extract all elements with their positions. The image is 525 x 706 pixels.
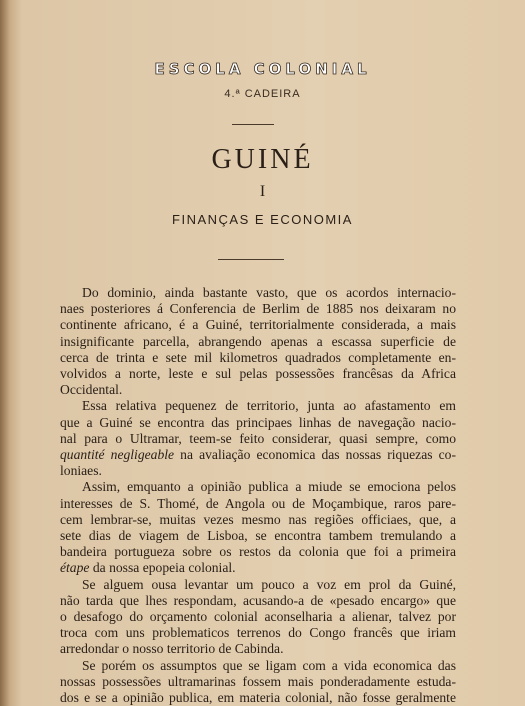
text-line: continente africano, é a Guiné, territorialmente considerada, a mais [60, 317, 456, 333]
text-line: sete dias de viagem de Lisboa, se encontra tambem tremulando a [60, 528, 456, 544]
text-line: não tarda que lhes respondam, acusando-a de «pesado encargo» que [60, 592, 456, 608]
section-number: I [259, 183, 266, 200]
text-line: volvidos a norte, leste e sul pelas possessões francêsas da Africa [60, 366, 456, 382]
section-subtitle: FINANÇAS E ECONOMIA [172, 212, 353, 227]
body-text [60, 285, 456, 706]
text-line: cem lembrar-se, muitas vezes mesmo nas regiões officiaes, que, a [60, 511, 456, 527]
text-line: Se alguem ousa levantar um pouco a voz em prol da Guiné, [82, 576, 456, 592]
text-line: troca com uns problematicos terrenos do Congo francês que iriam [60, 625, 456, 641]
text-line: o desafogo do orçamento colonial aconselharia a alienar, talvez por [60, 609, 456, 625]
text-line [60, 560, 456, 576]
divider-bottom [218, 259, 284, 260]
chair-label: 4.ª CADEIRA [224, 88, 301, 100]
page-title: GUINÉ [211, 144, 314, 175]
text-line: bandeira portugueza sobre os restos da colonia que foi a primeira [60, 544, 456, 560]
text-line: nossas possessões ultramarinas fossem mais ponderadamente estuda- [60, 673, 456, 689]
text-line: arredondar o nosso territorio de Cabinda. [60, 641, 284, 657]
italic-word: étape [60, 560, 90, 576]
text-line: Assim, emquanto a opinião publica a miude se emociona pelos [82, 479, 456, 495]
text-line: loniaes. [60, 463, 102, 479]
text-fragment: na avaliação economica das nossas riquezas co- [180, 447, 456, 463]
text-line: nal para o Ultramar, teem-se feito considerar, quasi sempre, como [60, 430, 456, 446]
text-line: Occidental. [60, 382, 123, 398]
text-line: que a Guiné se encontra das principaes linhas de navegação nacio- [60, 414, 456, 430]
text-line: insignificante parcella, abrangendo apenas a escassa superficie de [60, 333, 456, 349]
text-line: Essa relativa pequenez de territorio, junta ao afastamento em [82, 398, 456, 414]
divider-top [232, 124, 274, 125]
text-line: interesses de S. Thomé, de Angola ou de Moçambique, raros pare- [60, 495, 456, 511]
text-line: Se porém os assumptos que se ligam com a vida economica das [82, 657, 456, 673]
text-line: dos e se a opinião publica, em materia colonial, não fosse geralmente [60, 690, 456, 706]
text-line: Do dominio, ainda bastante vasto, que os acordos internacio- [82, 285, 456, 300]
school-header: ESCOLA COLONIAL [154, 60, 371, 78]
text-line [60, 447, 456, 463]
italic-phrase: quantité negligeable [60, 447, 175, 463]
text-line: naes posteriores á Conferencia de Berlim de 1885 nos deixaram no [60, 301, 456, 317]
text-fragment: da nossa epopeia colonial. [92, 560, 236, 576]
text-line: cerca de trinta e sete mil kilometros quadrados completamente en- [60, 349, 456, 365]
